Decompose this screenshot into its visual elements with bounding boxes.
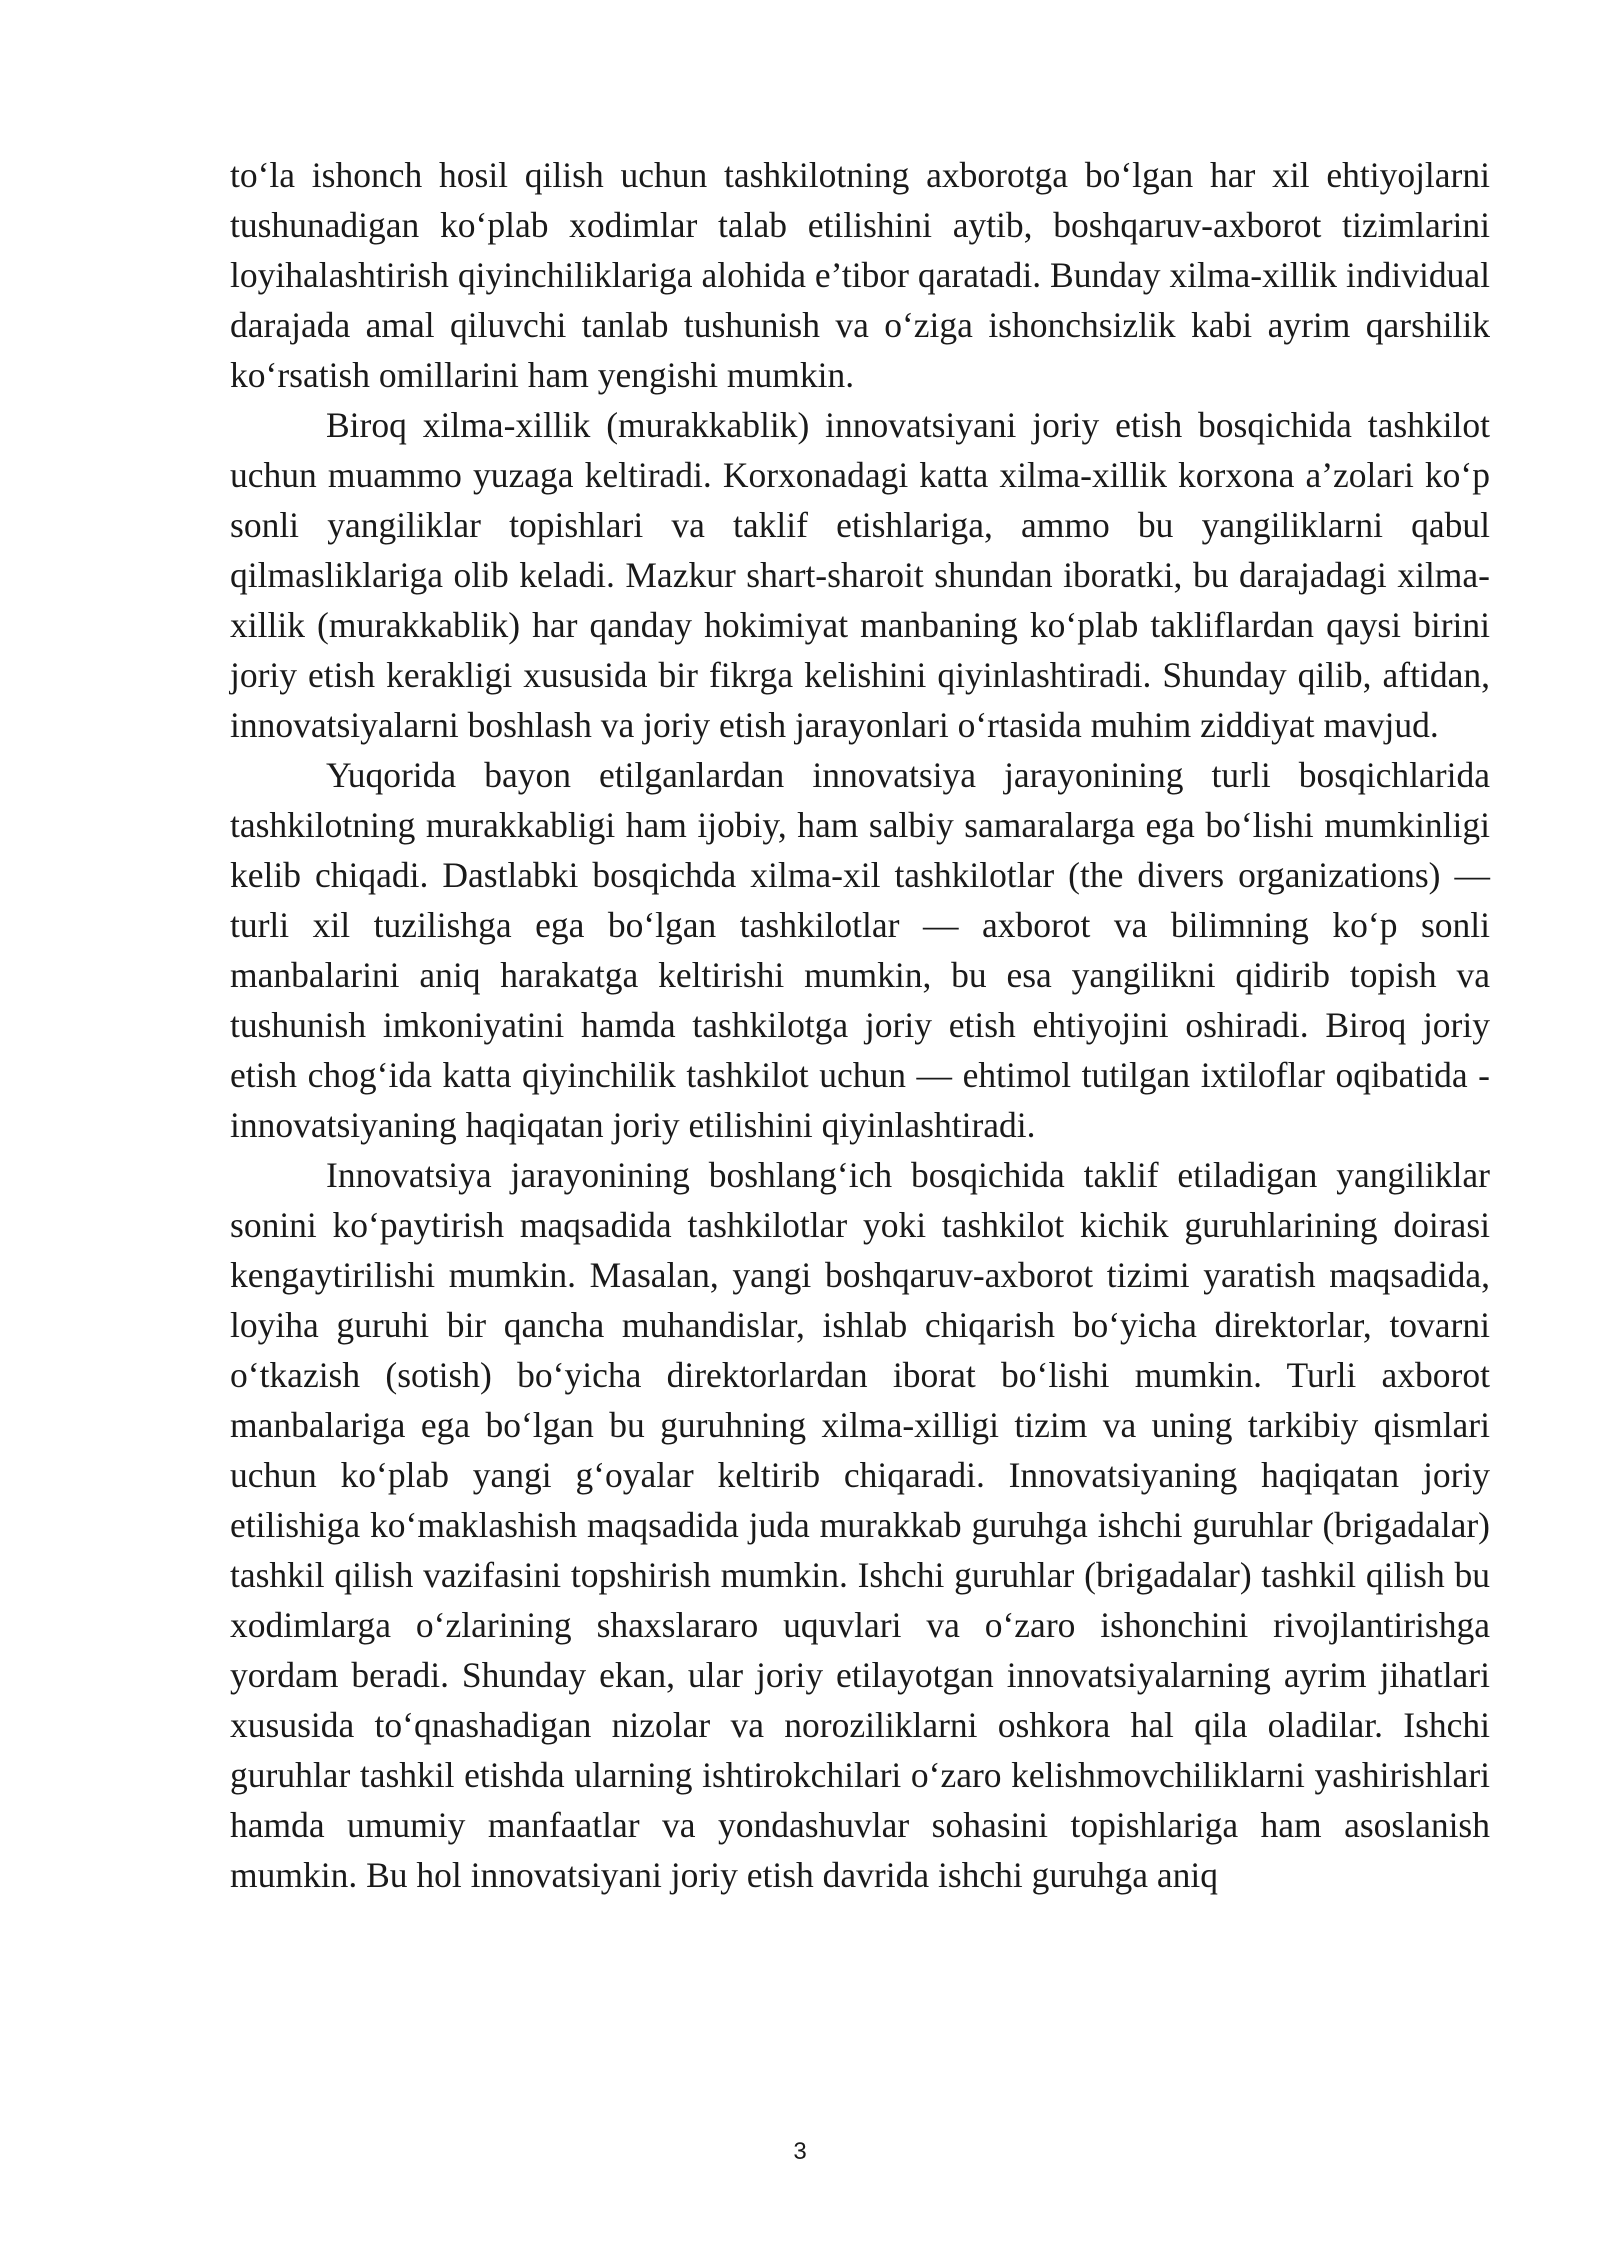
paragraph-2: Biroq xilma-xillik (murakkablik) innovatsiyani joriy etish bosqichida tashkilot uchun muammo yuzaga keltiradi. Korxonadagi katta xilma-xillik korxona a’zolari ko‘p sonli yangiliklar topishlari va taklif etishlariga, ammo bu yangiliklarni qabul qilmasliklariga olib keladi. Mazkur shart-sharoit shundan iboratki, bu darajadagi xilma-xillik (murakkablik) har qanday hokimiyat manbaning ko‘plab takliflardan qaysi birini joriy etish kerakligi xususida bir fikrga kelishini qiyinlashtiradi. Shunday qilib, aftidan, innovatsiyalarni boshlash va joriy etish jarayonlari o‘rtasida muhim ziddiyat mavjud.: [230, 405, 1490, 745]
paragraph-4: Innovatsiya jarayonining boshlang‘ich bosqichida taklif etiladigan yangiliklar sonini ko‘paytirish maqsadida tashkilotlar yoki tashkilot kichik guruhlarining doirasi kengaytirilishi mumkin. Masalan, yangi boshqaruv-axborot tizimi yaratish maqsadida, loyiha guruhi bir qancha muhandislar, ishlab chiqarish bo‘yicha direktorlar, tovarni o‘tkazish (sotish) bo‘yicha direktorlardan iborat bo‘lishi mumkin. Turli axborot manbalariga ega bo‘lgan bu guruhning xilma-xilligi tizim va uning tarkibiy qismlari uchun ko‘plab yangi g‘oyalar keltirib chiqaradi. Innovatsiyaning haqiqatan joriy etilishiga ko‘maklashish maqsadida juda murakkab guruhga ishchi guruhlar (brigadalar) tashkil qilish vazifasini topshirish mumkin. Ishchi guruhlar (brigadalar) tashkil qilish bu xodimlarga o‘zlarining shaxslararo uquvlari va o‘zaro ishonchini rivojlantirishga yordam beradi. Shunday ekan, ular joriy etilayotgan innovatsiyalarning ayrim jihatlari xususida to‘qnashadigan nizolar va noroziliklarni oshkora hal qila oladilar. Ishchi guruhlar tashkil etishda ularning ishtirokchilari o‘zaro kelishmovchiliklarni yashirishlari hamda umumiy manfaatlar va yondashuvlar sohasini topishlariga ham asoslanish mumkin. Bu hol innovatsiyani joriy etish davrida ishchi guruhga aniq: [230, 1155, 1490, 1895]
paragraph-3: Yuqorida bayon etilganlardan innovatsiya jarayonining turli bosqichlarida tashkilotning murakkabligi ham ijobiy, ham salbiy samaralarga ega bo‘lishi mumkinligi kelib chiqadi. Dastlabki bosqichda xilma-xil tashkilotlar (the divers organizations) — turli xil tuzilishga ega bo‘lgan tashkilotlar — axborot va bilimning ko‘p sonli manbalarini aniq harakatga keltirishi mumkin, bu esa yangilikni qidirib topish va tushunish imkoniyatini hamda tashkilotga joriy etish ehtiyojini oshiradi. Biroq joriy etish chog‘ida katta qiyinchilik tashkilot uchun — ehtimol tutilgan ixtiloflar oqibatida - innovatsiyaning haqiqatan joriy etilishini qiyinlashtiradi.: [230, 755, 1490, 1145]
body-text: [230, 150, 1490, 1900]
paragraph-1: to‘la ishonch hosil qilish uchun tashkilotning axborotga bo‘lgan har xil ehtiyojlarni tushunadigan ko‘plab xodimlar talab etilishini aytib, boshqaruv-axborot tizimlarini loyihalashtirish qiyinchiliklariga alohida e’tibor qaratadi. Bunday xilma-xillik individual darajada amal qiluvchi tanlab tushunish va o‘ziga ishonchsizlik kabi ayrim qarshilik ko‘rsatish omillarini ham yengishi mumkin.: [230, 155, 1490, 395]
page-number: 3: [793, 2138, 807, 2165]
